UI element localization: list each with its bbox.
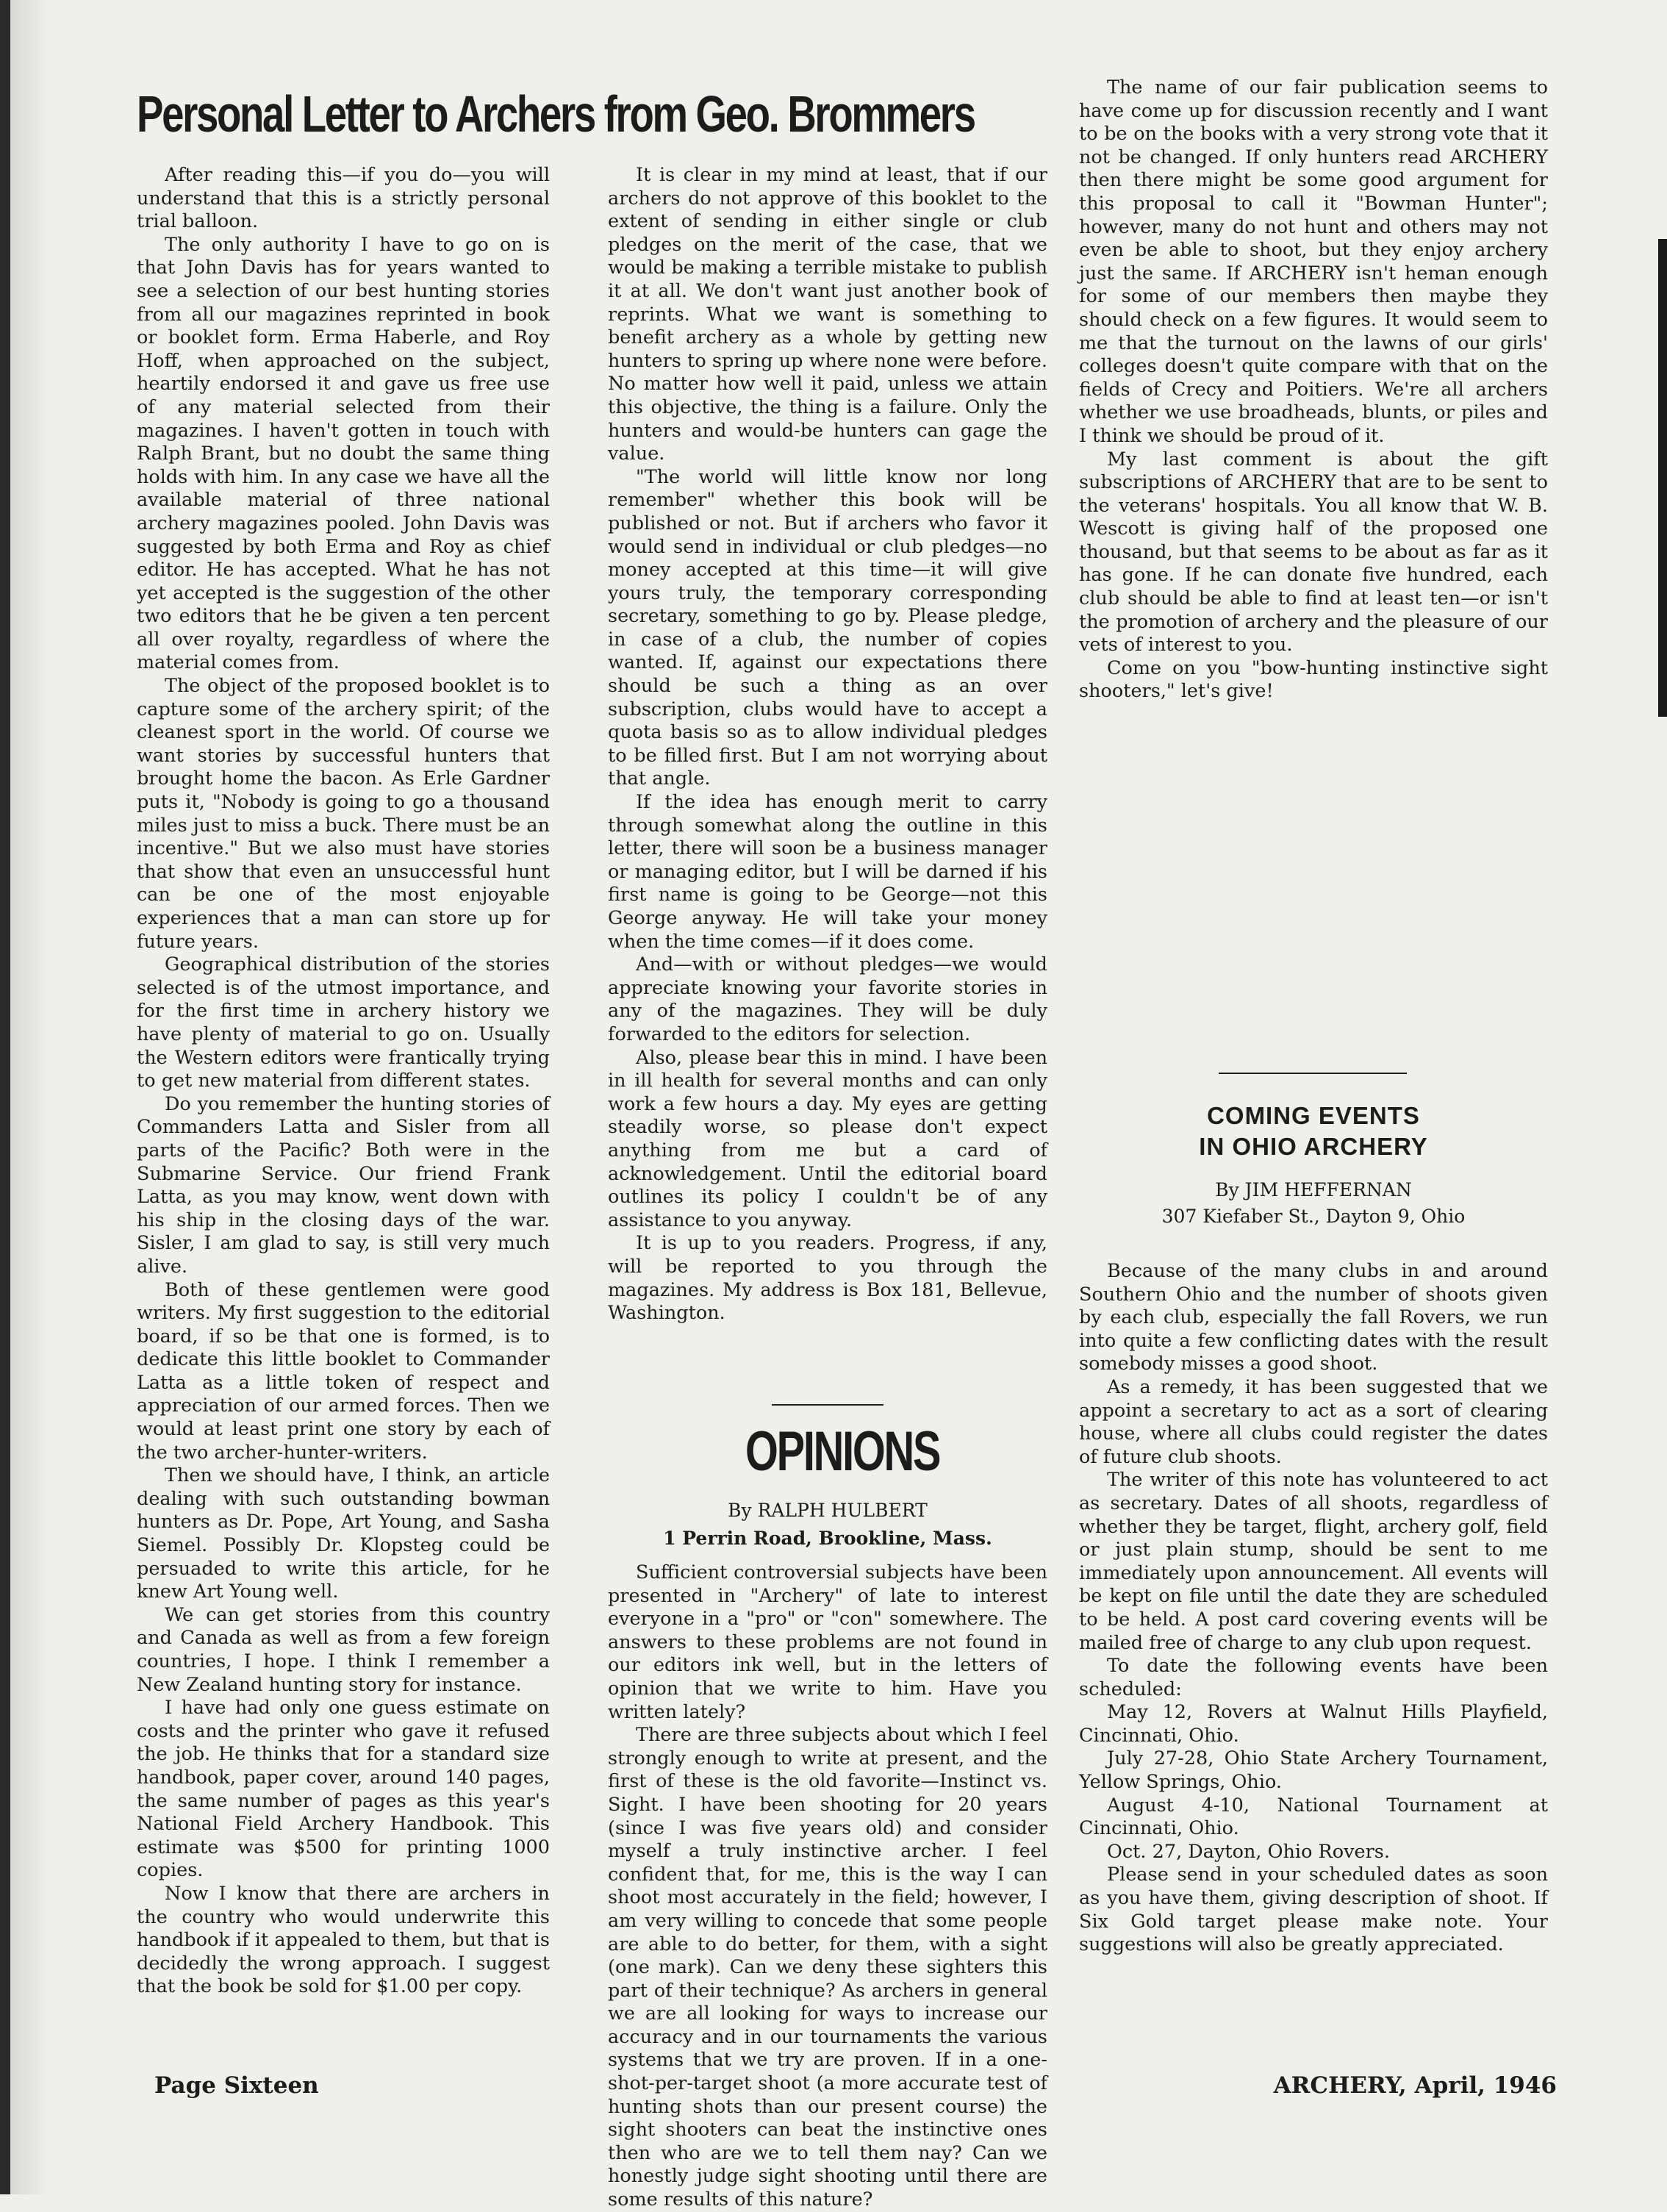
opinions-address: 1 Perrin Road, Brookline, Mass.	[663, 1528, 992, 1549]
binding-edge	[0, 0, 10, 2194]
events-paragraph: As a remedy, it has been suggested that we appoint a secretary to act as a sort of clearing house, where all clubs could register the dates of future club shoots.	[1079, 1375, 1548, 1468]
events-address: 307 Kiefaber St., Dayton 9, Ohio	[1161, 1206, 1466, 1227]
section-divider	[772, 1404, 883, 1406]
article-paragraph: Also, please bear this in mind. I have been in ill health for several months and can only work a few hours a day. My eyes are getting steadily worse, so please don't expect anything from me but a card of acknowledgement. Until the editorial board outlines its policy I couldn't be of any assistance to you anyway.	[608, 1046, 1047, 1231]
magazine-issue: ARCHERY, April, 1946	[1273, 2072, 1557, 2099]
opinions-paragraph: My last comment is about the gift subscriptions of ARCHERY that are to be sent to the veterans' hospitals. You all know that W. B. Wescott is giving half of the proposed one thousand, but that seems to be about as far as it has gone. If he can donate five hundred, each club should be able to find at least ten—or isn't the promotion of archery and the pleasure of our vets of interest to you.	[1079, 448, 1548, 656]
event-item: May 12, Rovers at Walnut Hills Playfield, Cincinnati, Ohio.	[1079, 1701, 1548, 1747]
event-item: August 4-10, National Tournament at Cincinnati, Ohio.	[1079, 1794, 1548, 1840]
article-paragraph: "The world will little know nor long remember" whether this book will be published or not. But if archers who favor it would send in individual or club pledges—no money accepted at this time—it will give yours truly, the temporary corresponding secretary, something to go by. Please pledge, in case of a club, the number of copies wanted. If, against our expectations there should be such a thing as an over subscription, clubs would have to accept a quota basis so as to allow individual pledges to be filled first. But I am not worrying about that angle.	[608, 465, 1047, 790]
events-paragraph: Because of the many clubs in and around Southern Ohio and the number of shoots given by each club, especially the fall Rovers, we run into quite a few conflicting dates with the result somebody misses a good shoot.	[1079, 1260, 1548, 1375]
article-paragraph: If the idea has enough merit to carry through somewhat along the outline in this letter, there will soon be a business manager or managing editor, but I will be darned if his first name is going to be George—not this George anyway. He will take your money when the time comes—if it does come.	[608, 791, 1047, 953]
opinions-paragraph: Sufficient controversial subjects have been presented in "Archery" of late to interest everyone in a "pro" or "con" somewhere. The answers to these problems are not found in our editors ink well, but in the letters of opinion that we write to him. Have you written lately?	[608, 1561, 1047, 1723]
article-paragraph: After reading this—if you do—you will understand that this is a strictly personal trial balloon.	[137, 164, 550, 233]
page-gutter-shadow	[10, 0, 49, 2194]
opinions-paragraph: The name of our fair publication seems to have come up for discussion recently and I want to be on the books with a very strong vote that it not be changed. If only hunters read ARCHERY then there might be some good argument for this proposal to call it "Bowman Hunter"; however, many do not hunt and others may not even be able to shoot, but they enjoy archery just the same. If ARCHERY isn't heman enough for some of our members then maybe they should check on a few figures. It would seem to me that the turnout on the lawns of our girls' colleges doesn't quite compare with that on the fields of Crecy and Poitiers. We're all archers whether we use broadheads, blunts, or piles and I think we should be proud of it.	[1079, 76, 1548, 447]
events-paragraph: To date the following events have been scheduled:	[1079, 1655, 1548, 1700]
opinions-paragraph: There are three subjects about which I feel strongly enough to write at present, and the first of these is the old favorite—Instinct vs. Sight. I have been shooting for 20 years (since I was five years old) and consider myself a truly instinctive archer. I feel confident that, for me, this is the way I can shoot most accurately in the field; however, I am very willing to concede that some people are able to do better, for them, with a sight (one mark). Can we deny these sighters this part of their technique? As archers in general we are all looking for ways to increase our accuracy and in our tournaments the various systems that we try are proven. If in a one-shot-per-target shoot (a more accurate test of hunting shots than our present course) the sight shooters can beat the instinctive ones then who are we to tell them nay? Can we honestly judge sight shooting until there are some results of this nature?	[608, 1724, 1047, 2211]
events-column	[1079, 1260, 1548, 1957]
article-paragraph: Geographical distribution of the stories selected is of the utmost importance, and for the first time in archery history we have plenty of material to go on. Usually the Western editors were frantically trying to get new material from different states.	[137, 953, 550, 1092]
article-paragraph: It is clear in my mind at least, that if our archers do not approve of this booklet to the extent of sending in either single or club pledges on the merit of the case, that we would be making a terrible mistake to publish it at all. We don't want just another book of reprints. What we want is something to benefit archery as a whole by getting new hunters to spring up where none were before. No matter how well it paid, unless we attain this objective, the thing is a failure. Only the hunters and would-be hunters can gage the value.	[608, 164, 1047, 465]
events-paragraph: The writer of this note has volunteered to act as secretary. Dates of all shoots, regardless of whether they be target, flight, archery golf, field or just plain stump, should be sent to me immediately upon announcement. All events will be kept on file until the date they are scheduled to be held. A post card covering events will be mailed free of charge to any club upon request.	[1079, 1469, 1548, 1654]
opinions-paragraph: Come on you "bow-hunting instinctive sight shooters," let's give!	[1079, 656, 1548, 703]
opinions-byline: By RALPH HULBERT	[728, 1500, 928, 1521]
events-paragraph: Please send in your scheduled dates as soon as you have them, giving description of shoot. If Six Gold target please make note. Your suggestions will also be greatly appreciated.	[1079, 1864, 1548, 1956]
page-number: Page Sixteen	[154, 2072, 319, 2099]
article-paragraph: Do you remember the hunting stories of Commanders Latta and Sisler from all parts of the Pacific? Both were in the Submarine Service. Our friend Frank Latta, as you may know, went down with his ship in the closing days of the war. Sisler, I am glad to say, is still very much alive.	[137, 1092, 550, 1278]
article-paragraph: I have had only one guess estimate on costs and the printer who gave it refused the job. He thinks that for a standard size handbook, paper cover, around 140 pages, the same number of pages as this year's National Field Archery Handbook. This estimate was $500 for printing 1000 copies.	[137, 1697, 550, 1882]
article-paragraph: Both of these gentlemen were good writers. My first suggestion to the editorial board, if so be that one is formed, is to dedicate this little booklet to Commander Latta as a little token of respect and appreciation of our armed forces. Then we would at least print one story by each of the two archer-hunter-writers.	[137, 1278, 550, 1464]
section-divider	[1219, 1073, 1407, 1074]
event-item: July 27-28, Ohio State Archery Tournament, Yellow Springs, Ohio.	[1079, 1747, 1548, 1794]
article-paragraph: Now I know that there are archers in the country who would underwrite this handbook if it appealed to them, but that is decidedly the wrong approach. I suggest that the book be sold for $1.00 per copy.	[137, 1882, 550, 1998]
main-article-title: Personal Letter to Archers from Geo. Brommers	[137, 85, 975, 143]
events-byline: By JIM HEFFERNAN	[1215, 1179, 1412, 1200]
events-title-line-2: IN OHIO ARCHERY	[1199, 1133, 1428, 1160]
opinions-title: OPINIONS	[745, 1420, 940, 1483]
scan-edge-mark	[1658, 239, 1667, 717]
events-title	[1079, 1100, 1548, 1162]
events-title-line-1: COMING EVENTS	[1207, 1102, 1420, 1129]
article-paragraph: We can get stories from this country and Canada as well as from a few foreign countries, I hope. I think I remember a New Zealand hunting story for instance.	[137, 1603, 550, 1696]
opinions-column-2	[608, 1561, 1047, 2212]
article-paragraph: It is up to you readers. Progress, if any, will be reported to you through the magazines. My address is Box 181, Bellevue, Washington.	[608, 1232, 1047, 1325]
article-paragraph: Then we should have, I think, an article dealing with such outstanding bowman hunters as Dr. Pope, Art Young, and Sasha Siemel. Possibly Dr. Klopsteg could be persuaded to write this article, for he knew Art Young well.	[137, 1464, 550, 1603]
article-paragraph: The object of the proposed booklet is to capture some of the archery spirit; of the cleanest sport in the world. Of course we want stories by successful hunters that brought home the bacon. As Erle Gardner puts it, "Nobody is going to go a thousand miles just to miss a buck. There must be an incentive." But we also must have stories that show that even an unsuccessful hunt can be one of the most enjoyable experiences that a man can store up for future years.	[137, 675, 550, 953]
opinions-column-3	[1079, 76, 1548, 704]
main-article-column-2	[608, 164, 1047, 1325]
event-item: Oct. 27, Dayton, Ohio Rovers.	[1107, 1840, 1390, 1863]
main-article-column-1	[137, 164, 550, 1999]
article-paragraph: The only authority I have to go on is that John Davis has for years wanted to see a selection of our best hunting stories from all our magazines reprinted in book or booklet form. Erma Haberle, and Roy Hoff, when approached on the subject, heartily endorsed it and gave us free use of any material selected from their magazines. I haven't gotten in touch with Ralph Brant, but no doubt the same thing holds with him. In any case we have all the available material of three national archery magazines pooled. John Davis was suggested by both Erma and Roy as chief editor. He has accepted. What he has not yet accepted is the suggestion of the other two editors that he be given a ten percent all over royalty, regardless of where the material comes from.	[137, 233, 550, 674]
article-paragraph: And—with or without pledges—we would appreciate knowing your favorite stories in any of the magazines. They will be duly forwarded to the editors for selection.	[608, 953, 1047, 1045]
